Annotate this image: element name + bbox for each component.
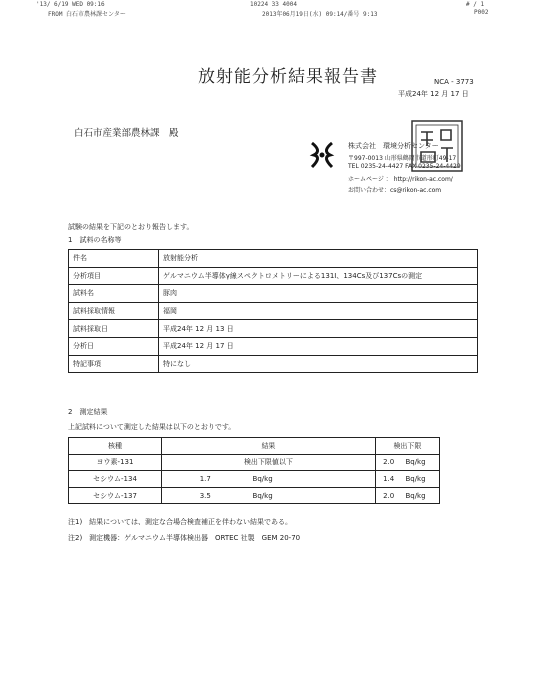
- sample-label: 試料採取日: [69, 320, 159, 338]
- company-postal: 〒997-0013 山形県鶴岡市道形町49-17: [348, 155, 457, 162]
- page-title: 放射能分析結果報告書: [198, 67, 378, 87]
- table-header-row: [69, 438, 440, 455]
- fax-header-number: 10224 33 4004: [250, 1, 297, 8]
- nuclide-cell: セシウム-137: [69, 487, 162, 504]
- header-nuclide: 核種: [69, 438, 162, 455]
- document-date: 平成24年 12 月 17 日: [398, 90, 469, 98]
- note-2: 注2) 測定機器：ゲルマニウム半導体検出器 ORTEC 社製 GEM 20-70: [68, 534, 301, 542]
- sample-value: 特になし: [159, 355, 478, 373]
- result-value: 1.7: [162, 471, 249, 488]
- table-row: [69, 250, 478, 268]
- table-row: [69, 320, 478, 338]
- table-row: [69, 302, 478, 320]
- sample-value: 福岡: [159, 302, 478, 320]
- company-inquiry: お問い合わせ：cs@rikon-ac.com: [348, 187, 442, 194]
- company-seal-stamp: [411, 120, 463, 172]
- nuclide-cell: セシウム-134: [69, 471, 162, 488]
- limit-value: 2.0: [375, 487, 401, 504]
- result-unit: Bq/kg: [249, 471, 376, 488]
- result-unit: Bq/kg: [249, 487, 376, 504]
- fax-header-received: 2013年06月19日(水) 09:14/番号 9:13: [262, 11, 378, 18]
- sample-label: 特記事項: [69, 355, 159, 373]
- sample-info-table: [68, 249, 478, 373]
- limit-value: 1.4: [375, 471, 401, 488]
- sample-label: 分析項目: [69, 267, 159, 285]
- limit-unit: Bq/kg: [401, 487, 439, 504]
- limit-unit: Bq/kg: [401, 454, 439, 471]
- section2-intro: 上記試料について測定した結果は以下のとおりです。: [68, 423, 236, 431]
- sample-label: 分析日: [69, 337, 159, 355]
- fax-header-from: FROM 白石市農林課センター: [48, 11, 126, 18]
- sample-label: 試料採取情報: [69, 302, 159, 320]
- fax-header-page: P002: [474, 9, 489, 16]
- fax-header-time: '13/ 6/19 WED 09:16: [36, 1, 105, 8]
- results-table: [68, 437, 440, 504]
- limit-value: 2.0: [375, 454, 401, 471]
- sample-value: 平成24年 12 月 17 日: [159, 337, 478, 355]
- sample-value: 放射能分析: [159, 250, 478, 268]
- company-logo-icon: [309, 141, 335, 169]
- table-row: [69, 285, 478, 303]
- sample-value: 豚肉: [159, 285, 478, 303]
- company-tel: TEL 0235-24-4427 FAX 0235-24-4429: [348, 163, 461, 170]
- document-number: NCA - 3773: [434, 78, 474, 86]
- company-name: 株式会社 環境分析センター: [348, 142, 439, 150]
- company-homepage: ホームページ ： http://rikon-ac.com/: [348, 176, 453, 183]
- sample-value: 平成24年 12 月 13 日: [159, 320, 478, 338]
- section2-title: 2 測定結果: [68, 408, 108, 416]
- table-row: [69, 337, 478, 355]
- sample-value: ゲルマニウム半導体γ線スペクトロメトリーによる131I、134Cs及び137Csの測定: [159, 267, 478, 285]
- recipient: 白石市産業部農林課 殿: [74, 128, 179, 139]
- table-row: [69, 267, 478, 285]
- sample-label: 件名: [69, 250, 159, 268]
- table-row: [69, 454, 440, 471]
- intro-text: 試験の結果を下記のとおり報告します。: [68, 223, 194, 231]
- fax-header-page-count: # / 1: [466, 1, 485, 8]
- note-1: 注1) 結果については、測定な合場合検査補正を伴わない結果である。: [68, 518, 293, 526]
- sample-label: 試料名: [69, 285, 159, 303]
- table-row: [69, 355, 478, 373]
- table-row: [69, 471, 440, 488]
- header-result: 結果: [162, 438, 376, 455]
- limit-unit: Bq/kg: [401, 471, 439, 488]
- result-cell: 検出下限値以下: [162, 454, 376, 471]
- header-limit: 検出下限: [375, 438, 439, 455]
- section1-title: 1 試料の名称等: [68, 236, 122, 244]
- nuclide-cell: ヨウ素-131: [69, 454, 162, 471]
- table-row: [69, 487, 440, 504]
- result-value: 3.5: [162, 487, 249, 504]
